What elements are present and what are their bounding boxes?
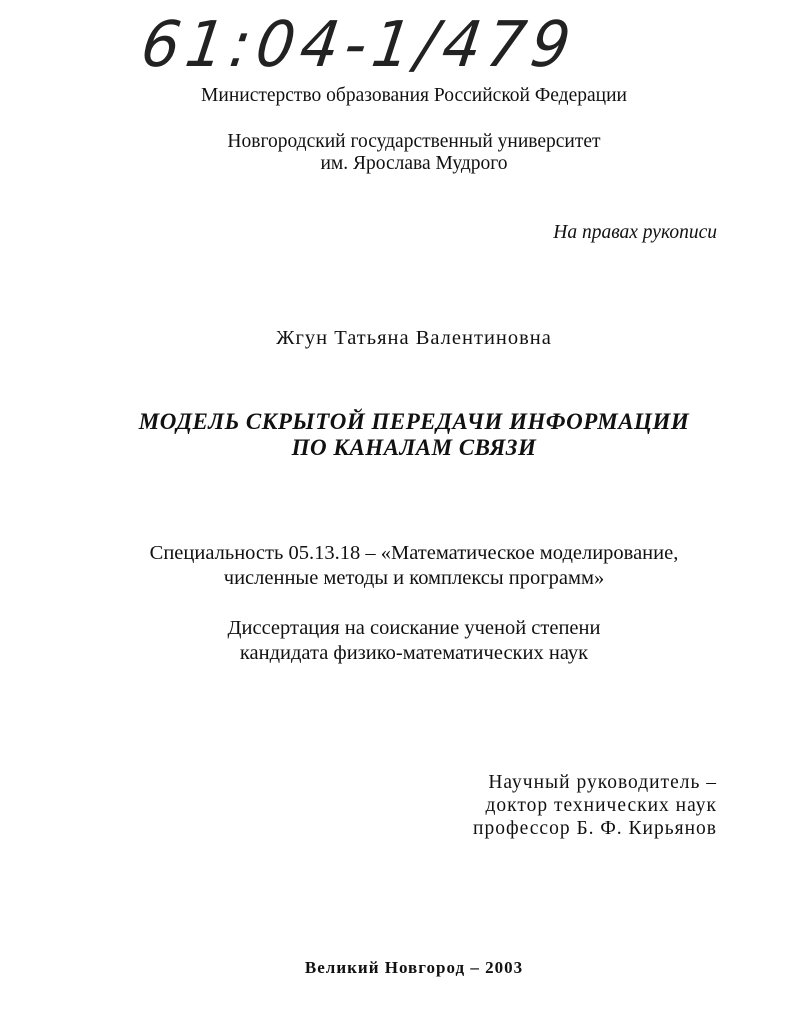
specialty-line1: Специальность 05.13.18 – «Математическое моделирование, xyxy=(149,542,679,564)
advisor-label: Научный руководитель – xyxy=(488,772,717,793)
handwritten-archive-number: 61:04-1/479 xyxy=(136,8,581,82)
university-named-after: им. Ярослава Мудрого xyxy=(320,153,508,174)
advisor-degree: доктор технических наук xyxy=(485,795,717,816)
author-name: Жгун Татьяна Валентиновна xyxy=(276,327,552,349)
advisor-name: профессор Б. Ф. Кирьянов xyxy=(473,818,717,839)
degree-line1: Диссертация на соискание ученой степени xyxy=(227,617,601,639)
place-and-year: Великий Новгород – 2003 xyxy=(304,958,524,977)
thesis-title-line1: МОДЕЛЬ СКРЫТОЙ ПЕРЕДАЧИ ИНФОРМАЦИИ xyxy=(138,409,690,434)
specialty-line2: численные методы и комплексы программ» xyxy=(223,567,605,589)
ministry: Министерство образования Российской Федерации xyxy=(201,85,627,106)
manuscript-note: На правах рукописи xyxy=(553,222,717,243)
thesis-title-line2: ПО КАНАЛАМ СВЯЗИ xyxy=(291,435,537,460)
degree-line2: кандидата физико-математических наук xyxy=(239,642,589,664)
university-name: Новгородский государственный университет xyxy=(227,131,601,152)
